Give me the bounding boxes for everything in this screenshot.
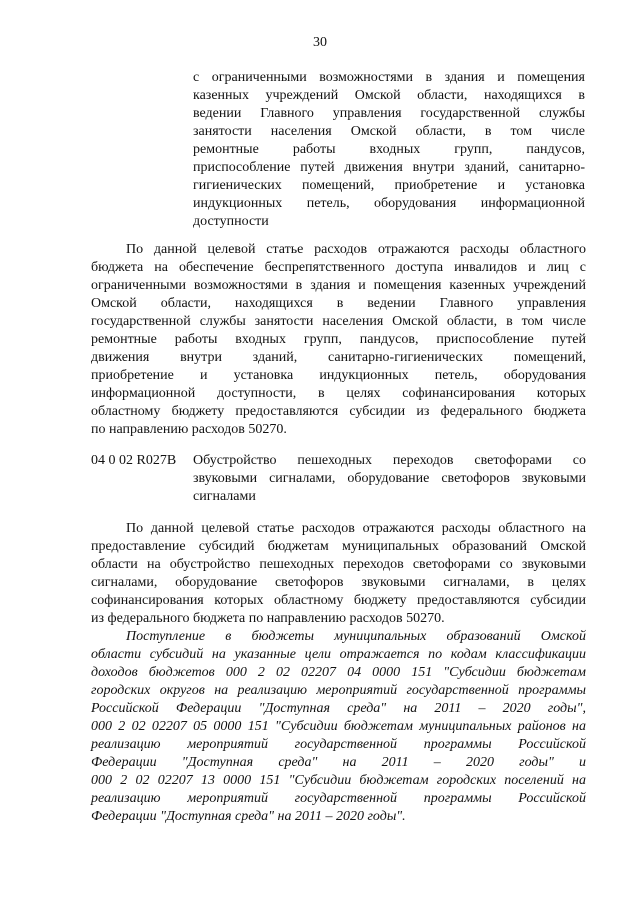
text-line: области на обустройство пешеходных переходов светофорами со звуковыми [91,557,586,572]
text-line: По данной целевой статье расходов отражаются расходы областного на [126,521,586,536]
text-line: бюджета на обеспечение беспрепятственного доступа инвалидов и лиц с [91,260,586,275]
text-line: информационной доступности, в целях софинансирования которых [91,386,586,401]
text-line: приспособление путей движения внутри зданий, санитарно- [193,160,585,175]
text-line: Российской Федерации "Доступная среда" на 2011 – 2020 годы", [91,701,586,716]
text-line: движения внутри зданий, санитарно-гигиенических помещений, [91,350,586,365]
text-line: ограниченными возможностями в здания и помещения казенных учреждений [91,278,586,293]
text-line: доступности [193,214,269,229]
text-line: Федерации "Доступная среда" на 2011 – 2020 годы" и [91,755,586,770]
text-line: По данной целевой статье расходов отражаются расходы областного [126,242,586,257]
text-line: приобретение и установка индукционных петель, оборудования [91,368,586,383]
text-line: Поступление в бюджеты муниципальных образований Омской [126,629,586,644]
text-line: реализацию мероприятий государственной программы Российской [91,737,586,752]
article-code: 04 0 02 R027B [91,453,177,468]
text-line: ремонтные работы входных групп, пандусов, приспособление путей [91,332,586,347]
text-line: софинансирования которых областному бюджету предоставляются субсидии [91,593,586,608]
text-line: с ограниченными возможностями в здания и помещения [193,70,585,85]
text-line: 000 2 02 02207 13 0000 151 "Субсидии бюджетам городских поселений на [91,773,586,788]
text-line: занятости населения Омской области, в том числе [193,124,585,139]
text-line: по направлению расходов 50270. [91,422,287,437]
text-line: предоставление субсидий бюджетам муниципальных образований Омской [91,539,586,554]
text-line: Обустройство пешеходных переходов светофорами со [193,453,586,468]
text-line: звуковыми сигналами, оборудование светофоров звуковыми [193,471,586,486]
text-line: из федерального бюджета по направлению расходов 50270. [91,611,445,626]
text-line: Омской области, находящихся в ведении Главного управления [91,296,586,311]
text-line: городских округов на реализацию мероприятий государственной программы [91,683,586,698]
text-line: государственной службы занятости населения Омской области, в том числе [91,314,586,329]
text-line: реализацию мероприятий государственной программы Российской [91,791,586,806]
text-line: 000 2 02 02207 05 0000 151 "Субсидии бюджетам муниципальных районов на [91,719,586,734]
text-line: гигиенических помещений, приобретение и установка [193,178,585,193]
text-line: доходов бюджетов 000 2 02 02207 04 0000 151 "Субсидии бюджетам [91,665,586,680]
text-line: индукционных петель, оборудования информационной [193,196,585,211]
page-number: 30 [313,35,327,50]
text-line: сигналами [193,489,256,504]
text-line: казенных учреждений Омской области, находящихся в [193,88,585,103]
text-line: ведении Главного управления государственной службы [193,106,585,121]
text-line: областному бюджету предоставляются субсидии из федерального бюджета [91,404,586,419]
text-line: Федерации "Доступная среда" на 2011 – 2020 годы". [91,809,406,824]
text-line: ремонтные работы входных групп, пандусов, [193,142,585,157]
text-line: области субсидий на указанные цели отражается по кодам классификации [91,647,586,662]
text-line: сигналами, оборудование светофоров звуковыми сигналами, в целях [91,575,586,590]
